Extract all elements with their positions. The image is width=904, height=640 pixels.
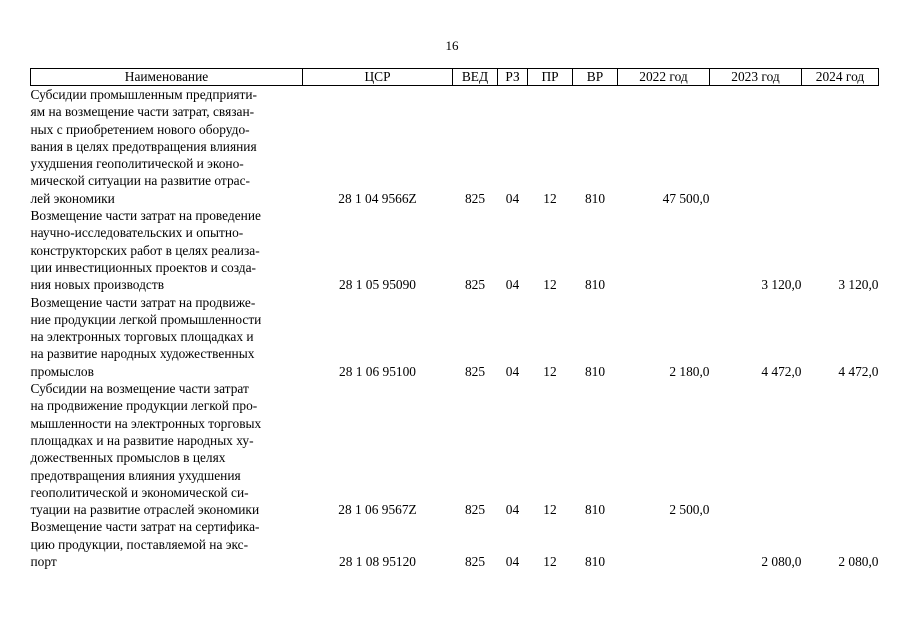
row-vr: 810	[584, 277, 606, 293]
row-2024: 2 080,0	[838, 554, 879, 570]
row-ved: 825	[464, 190, 486, 206]
row-ved: 825	[464, 502, 486, 518]
row-pr: 12	[543, 502, 557, 518]
row-pr: 12	[543, 363, 557, 379]
page-number: 16	[445, 38, 459, 53]
row-name-line: лей экономики	[30, 190, 115, 206]
row-2024	[802, 86, 879, 208]
row-2023: 4 472,0	[761, 363, 802, 379]
row-2023	[710, 380, 802, 518]
row-2022: 47 500,0	[662, 190, 710, 206]
table-row	[31, 207, 879, 293]
row-name	[31, 207, 303, 293]
row-pr: 12	[543, 190, 557, 206]
row-name-line: порт	[30, 554, 57, 570]
row-vr: 810	[584, 502, 606, 518]
row-name-line: на продвижение продукции легкой про-	[30, 398, 258, 414]
row-name-line: геополитической и экономической си-	[30, 484, 249, 500]
row-vr: 810	[584, 363, 606, 379]
row-name-line: научно-исследовательских и опытно-	[30, 225, 244, 241]
row-pr: 12	[543, 277, 557, 293]
table-header-row	[31, 69, 879, 86]
row-name-line: мической ситуации на развитие отрас-	[30, 173, 250, 189]
row-2022: 2 180,0	[669, 363, 710, 379]
row-2022	[618, 518, 710, 570]
header-rz: РЗ	[498, 69, 528, 86]
row-name-line: ние продукции легкой промышленности	[30, 311, 262, 327]
row-vr: 810	[584, 554, 606, 570]
row-2024	[802, 380, 879, 518]
row-name-line: дожественных промыслов в целях	[30, 450, 226, 466]
row-name-line: предотвращения влияния ухудшения	[30, 467, 241, 483]
row-rz: 04	[505, 277, 520, 293]
row-rz: 04	[505, 363, 520, 379]
row-name-line: площадках и на развитие народных ху-	[30, 432, 254, 448]
row-name-line: Возмещение части затрат на проведение	[30, 208, 261, 224]
row-name-line: ции инвестиционных проектов и созда-	[30, 259, 257, 275]
row-ved: 825	[464, 277, 486, 293]
header-pr: ПР	[528, 69, 573, 86]
table-row	[31, 86, 879, 208]
table-row	[31, 380, 879, 518]
row-name-line: вания в целях предотвращения влияния	[30, 138, 257, 154]
row-name-line: Возмещение части затрат на сертифика-	[30, 519, 260, 535]
row-name-line: цию продукции, поставляемой на экс-	[30, 536, 249, 552]
row-csr: 28 1 06 95100	[339, 363, 416, 379]
row-name	[31, 86, 303, 208]
row-csr: 28 1 04 9566Z	[338, 190, 417, 206]
row-name-line: Субсидии на возмещение части затрат	[30, 381, 249, 397]
row-name-line: на электронных торговых площадках и	[30, 329, 254, 345]
row-rz: 04	[505, 190, 520, 206]
header-name: Наименование	[31, 69, 303, 86]
row-name-line: ных с приобретением нового оборудо-	[30, 121, 250, 137]
row-csr: 28 1 08 95120	[339, 554, 416, 570]
row-vr: 810	[584, 190, 606, 206]
row-name-line: ям на возмещение части затрат, связан-	[30, 104, 255, 120]
row-ved: 825	[464, 554, 486, 570]
row-2024: 3 120,0	[838, 277, 879, 293]
table-row	[31, 294, 879, 380]
row-2024: 4 472,0	[838, 363, 879, 379]
row-2022: 2 500,0	[669, 502, 710, 518]
row-rz: 04	[505, 502, 520, 518]
row-name-line: Возмещение части затрат на продвиже-	[30, 294, 256, 310]
row-name-line: промыслов	[30, 363, 94, 379]
row-name-line: мышленности на электронных торговых	[30, 415, 262, 431]
header-2024: 2024 год	[802, 69, 879, 86]
row-rz: 04	[505, 554, 520, 570]
row-name-line: конструкторских работ в целях реализа-	[30, 242, 260, 258]
row-2022	[618, 207, 710, 293]
row-name	[31, 294, 303, 380]
header-ved: ВЕД	[453, 69, 498, 86]
row-ved: 825	[464, 363, 486, 379]
row-pr: 12	[543, 554, 557, 570]
budget-table	[30, 68, 879, 570]
table-row	[31, 518, 879, 570]
row-2023: 2 080,0	[761, 554, 802, 570]
header-2023: 2023 год	[710, 69, 802, 86]
header-vr: ВР	[573, 69, 618, 86]
row-2023: 3 120,0	[761, 277, 802, 293]
row-2023	[710, 86, 802, 208]
row-name-line: на развитие народных художественных	[30, 346, 255, 362]
row-name	[31, 518, 303, 570]
row-name-line: Субсидии промышленным предприяти-	[30, 87, 257, 102]
header-csr: ЦСР	[303, 69, 453, 86]
row-name-line: ухудшения геополитической и эконо-	[30, 156, 244, 172]
row-csr: 28 1 06 9567Z	[338, 502, 417, 518]
row-name-line: туации на развитие отраслей экономики	[30, 502, 260, 518]
row-name	[31, 380, 303, 518]
row-name-line: ния новых производств	[30, 277, 165, 293]
row-csr: 28 1 05 95090	[339, 277, 416, 293]
header-2022: 2022 год	[618, 69, 710, 86]
